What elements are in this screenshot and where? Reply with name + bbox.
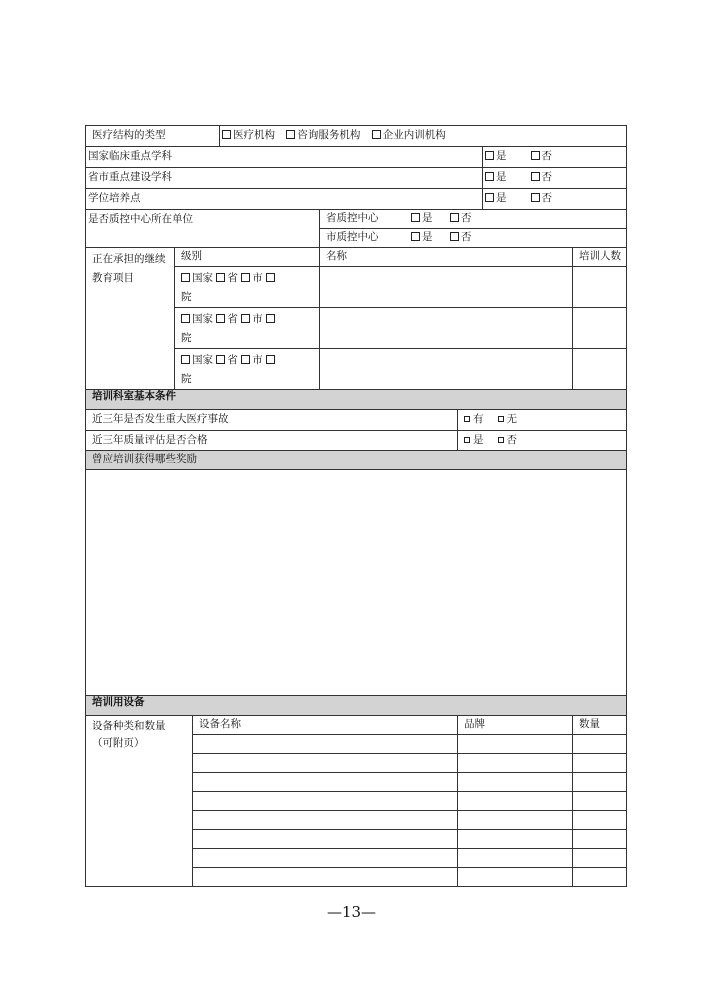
quality-question: 近三年质量评估是否合格 [86,431,458,451]
equipment-label: 设备种类和数量（可附页） [86,716,193,887]
equipment-brand-input[interactable] [458,868,573,887]
checkbox[interactable] [216,314,225,323]
level-provincial: 省 [227,354,238,366]
discipline-row [86,147,627,168]
awards-row [86,470,627,696]
equipment-name-input[interactable] [193,735,458,754]
equipment-name-input[interactable] [193,868,458,887]
yes-label: 是 [496,192,507,204]
yes-label: 是 [422,212,433,224]
checkbox[interactable] [531,151,540,160]
checkbox[interactable] [411,213,420,222]
level-national: 国家 [192,313,213,325]
checkbox[interactable] [531,172,540,181]
awards-header-row [86,451,627,470]
checkbox[interactable] [241,355,250,364]
checkbox[interactable] [498,437,504,443]
checkbox[interactable] [266,355,275,364]
qc-municipal-cell [320,229,627,248]
cme-trainees-input[interactable] [573,308,627,349]
cme-trainees-input[interactable] [573,349,627,390]
discipline-row [86,168,627,189]
checkbox[interactable] [181,314,190,323]
awards-label: 曾应培训获得哪些奖励 [86,451,627,470]
option-medical: 医疗机构 [233,129,276,141]
checkbox[interactable] [181,273,190,282]
cme-name-input[interactable] [320,308,573,349]
institution-type-label: 医疗结构的类型 [86,126,220,147]
equipment-qty-input[interactable] [573,811,627,830]
no-label: 否 [506,434,518,446]
checkbox[interactable] [485,151,494,160]
qc-provincial-cell [320,210,627,229]
equipment-brand-input[interactable] [458,830,573,849]
checkbox[interactable] [372,130,381,139]
qc-municipal-label: 市质控中心 [326,231,379,243]
checkbox[interactable] [222,130,231,139]
equipment-qty-input[interactable] [573,773,627,792]
equipment-brand-input[interactable] [458,754,573,773]
level-municipal: 市 [252,272,263,284]
cme-trainees-input[interactable] [573,267,627,308]
equipment-brand-input[interactable] [458,849,573,868]
cme-level-options [175,308,320,349]
checkbox[interactable] [464,437,470,443]
checkbox[interactable] [450,232,459,241]
cme-level-header: 级别 [175,248,320,267]
checkbox[interactable] [241,314,250,323]
none-label: 无 [506,413,518,425]
checkbox[interactable] [485,172,494,181]
yes-label: 是 [422,231,433,243]
equipment-brand-input[interactable] [458,773,573,792]
yes-no-options [483,147,627,168]
checkbox[interactable] [241,273,250,282]
no-label: 否 [461,231,472,243]
discipline-label: 学位培养点 [86,189,483,210]
qc-provincial-row [86,210,627,229]
yes-label: 是 [473,434,484,446]
checkbox[interactable] [266,273,275,282]
option-consulting: 咨询服务机构 [297,129,361,141]
no-label: 否 [461,212,472,224]
checkbox[interactable] [531,193,540,202]
awards-textarea[interactable] [86,470,627,696]
discipline-label: 省市重点建设学科 [86,168,483,189]
cme-name-input[interactable] [320,267,573,308]
checkbox[interactable] [181,355,190,364]
equipment-brand-header: 品牌 [458,716,573,735]
section-equipment-row [86,696,627,716]
equipment-qty-input[interactable] [573,830,627,849]
equipment-brand-input[interactable] [458,735,573,754]
section-basic-heading: 培训科室基本条件 [86,390,627,410]
cme-header-row [86,248,627,267]
checkbox[interactable] [266,314,275,323]
equipment-qty-input[interactable] [573,868,627,887]
discipline-label: 国家临床重点学科 [86,147,483,168]
level-hospital: 院 [181,332,192,344]
equipment-brand-input[interactable] [458,811,573,830]
cme-name-header: 名称 [320,248,573,267]
cme-trainees-header: 培训人数 [573,248,627,267]
equipment-qty-input[interactable] [573,792,627,811]
quality-row [86,431,627,451]
cme-name-input[interactable] [320,349,573,390]
level-national: 国家 [192,272,213,284]
equipment-name-input[interactable] [193,830,458,849]
accident-row [86,410,627,431]
checkbox[interactable] [450,213,459,222]
discipline-row [86,189,627,210]
section-basic-row [86,390,627,410]
checkbox[interactable] [464,416,470,422]
equipment-qty-header: 数量 [573,716,627,735]
training-application-form [85,125,626,887]
no-label: 否 [541,150,553,162]
quality-options [458,431,627,451]
level-provincial: 省 [227,313,238,325]
equipment-name-input[interactable] [193,773,458,792]
no-label: 否 [541,171,553,183]
checkbox[interactable] [485,193,494,202]
yes-no-options [483,189,627,210]
cme-label: 正在承担的继续教育项目 [86,248,175,390]
yes-label: 是 [496,171,507,183]
institution-type-options [220,126,627,147]
yes-no-options [483,168,627,189]
equipment-brand-input[interactable] [458,792,573,811]
level-municipal: 市 [252,354,263,366]
equipment-name-header: 设备名称 [193,716,458,735]
cme-level-options [175,267,320,308]
equipment-name-input[interactable] [193,849,458,868]
option-corporate: 企业内训机构 [382,129,446,141]
section-equipment-heading: 培训用设备 [86,696,627,716]
institution-type-row [86,126,627,147]
equipment-name-input[interactable] [193,754,458,773]
level-hospital: 院 [181,291,192,303]
level-provincial: 省 [227,272,238,284]
equipment-name-input[interactable] [193,792,458,811]
equipment-header-row [86,716,627,735]
equipment-name-input[interactable] [193,811,458,830]
accident-options [458,410,627,431]
checkbox[interactable] [498,416,504,422]
qc-provincial-label: 省质控中心 [326,212,379,224]
level-municipal: 市 [252,313,263,325]
no-label: 否 [541,192,553,204]
yes-label: 是 [496,150,507,162]
cme-level-options [175,349,320,390]
form-table [85,125,627,887]
level-national: 国家 [192,354,213,366]
equipment-qty-input[interactable] [573,754,627,773]
equipment-qty-input[interactable] [573,849,627,868]
checkbox[interactable] [216,355,225,364]
level-hospital: 院 [181,373,192,385]
checkbox[interactable] [411,232,420,241]
accident-question: 近三年是否发生重大医疗事故 [86,410,458,431]
checkbox[interactable] [286,130,295,139]
have-label: 有 [473,413,484,425]
checkbox[interactable] [216,273,225,282]
equipment-qty-input[interactable] [573,735,627,754]
page-number: —13— [326,903,377,921]
qc-center-label: 是否质控中心所在单位 [86,210,320,248]
